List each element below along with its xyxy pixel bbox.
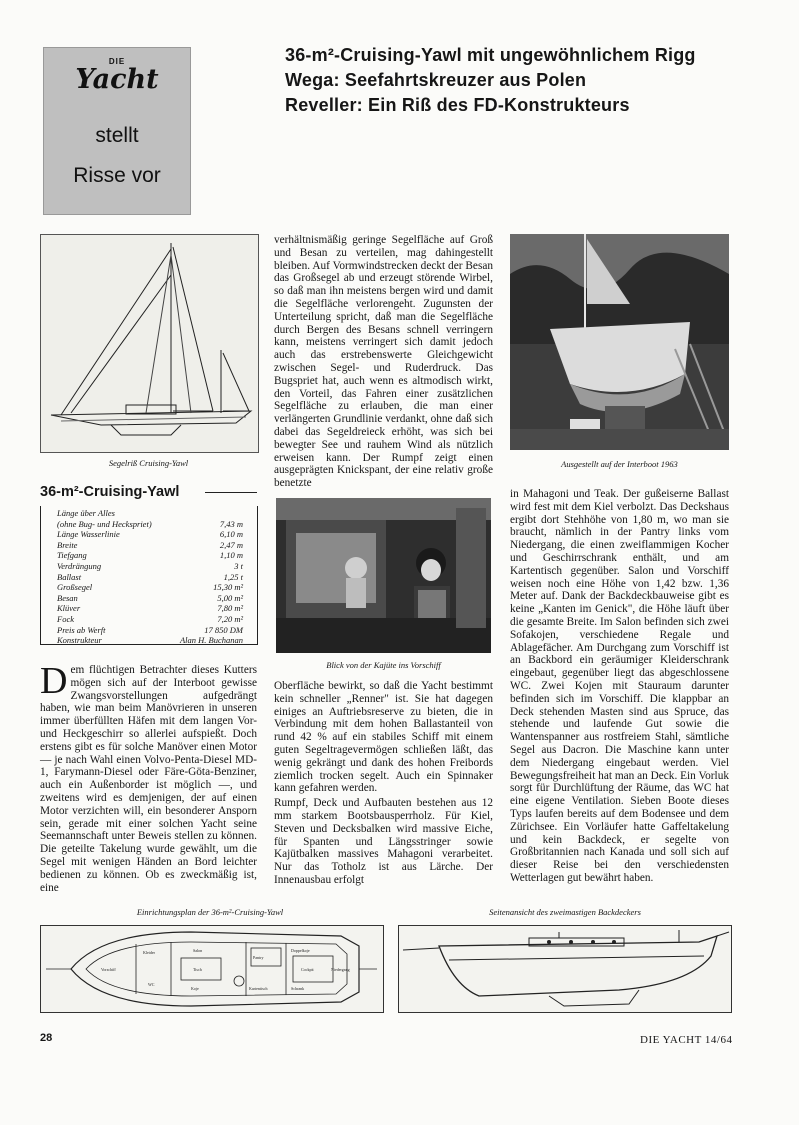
spec-value: 17 850 DM [204,624,243,635]
caption-layout: Einrichtungsplan der 36-m²-Cruising-Yawl [136,907,284,917]
magazine-logo-die: DIE [108,57,126,66]
spec-value: Alan H. Buchanan [179,635,243,646]
page-number: 28 [40,1032,53,1044]
spec-row [57,550,243,561]
spec-label: (ohne Bug- und Heckspriet) [57,518,152,529]
spec-label: Länge Wasserlinie [57,529,120,540]
spec-title: 36-m²-Cruising-Yawl [40,484,180,500]
spec-row [57,593,243,604]
spec-row [57,529,243,540]
column-2-bottom [274,680,493,887]
spec-label: Besan [57,592,78,603]
plan-label: Vorschiff [101,967,116,972]
column-2-top [274,234,493,490]
spec-value: 2,47 m [219,539,243,550]
spec-label: Tiefgang [57,550,87,561]
spec-label: Ballast [57,571,82,582]
spec-value: 15,30 m² [213,582,243,593]
spec-row [57,508,243,519]
exhibited-photo [510,234,729,450]
spec-value: 7,80 m² [217,603,243,614]
spec-value: 1,25 t [223,571,243,582]
spec-label: Fock [57,613,74,624]
col2-top-text: verhältnismäßig geringe Segelfläche auf Groß und Besan zu verteilen, mag dahingestellt bleiben. Auf Vormwindstrecken deckt der Besan das Großsegel ab und erzeugt störende Wirbel, so daß man ihn meistens bergen wird und damit die Segelfläche verlorengeht. Zugunsten der Unterteilung spricht, daß man die Segelfläche durch Bergen des Besans schnell verringern kann, meistens verringert sich damit jedoch auch das erstrebenswerte Gleichgewicht zwischen Segel- und Ruderdruck. Das Bugspriet hat, auch wenn es altmodisch wirkt, den Vorteil, das Fahren einer zusätzlichen Segelfläche zu erlauben, die man einer verlängerten Grundlinie verdankt, ohne daß sich dabei das Segeldreieck erhöht, was sich bei bewegter See und rauhem Wind als nützlich erweisen kann. Der Rumpf zeigt einen ausgeprägten Knickspant, der eine relativ große benetzte [274,234,493,490]
spec-value: 3 t [234,560,243,571]
plan-label: Salon [193,948,203,953]
plan-label: Schrank [291,986,305,991]
spec-value: 1,10 m [219,550,243,561]
spec-row [57,582,243,593]
column-3 [510,488,729,885]
plan-label: Tisch [193,967,202,972]
column-1 [40,660,257,894]
spec-row [57,572,243,583]
spec-value: 7,43 m [219,518,243,529]
sail-plan-drawing [40,234,259,453]
plan-label: Kleider [143,950,155,955]
spec-row [57,603,243,614]
spec-value: 6,10 m [219,529,243,540]
series-label-box [43,47,191,215]
col2-bottom-text-2: Rumpf, Deck und Aufbauten bestehen aus 12 mm starkem Bootsbausperrholz. Für Kiel, Steven und Decksbalken wird massive Eiche, für Spanten und Längsstringer sowie Kajütbalken massives Mahagoni verarbeitet. Nur das Totholz ist aus Lärche. Der Innenausbau erfolgt [274,797,493,886]
spec-label: Verdrängung [57,560,102,571]
headline-3: Reveller: Ein Riß des FD-Konstrukteurs [285,95,630,115]
plan-label: Koje [191,986,199,991]
plan-label: Cockpit [301,967,314,972]
spec-label: Breite [57,539,78,550]
spec-label: Länge über Alles [57,508,115,518]
plan-label: Doppelkoje [291,948,310,953]
plan-label: Niedergang [331,967,350,972]
plan-label: Pantry [253,955,264,960]
plan-label: WC [148,982,155,987]
spec-label: Großsegel [57,582,93,593]
col3-text: in Mahagoni und Teak. Der gußeiserne Ballast wird fest mit dem Kiel verbolzt. Das Deckshaus ergibt dort Stehhöhe von 1,80 m, wo man sie braucht, nämlich in der Pantry links vom Niedergang, die einen zweiflammigen Kocher und Geschirrschrank enthält, und am Kartentisch gegenüber. Salon und Vorschiff weisen noch eine Höhe von 1,42 bzw. 1,36 Meter auf. Dank der Backdeckbauweise gibt es keine „Kanten im Genick", die Höhe läuft über die gesamte Breite. Im Salon befinden sich zwei Sofakojen, verschiedene Regale und Ablagefächer. Am Durchgang zum Vorschiff ist an Backbord ein geräumiger Kleiderschrank eingebaut, gegenüber liegt das abgeschlossene WC. Zwei Kojen mit Stauraum darunter befinden sich im Vorschiff. Die klappbar an Deck stehenden Masten sind aus Spruce, das stehende und laufende Gut sowie die Wantenspanner aus rostfreiem Stahl, sämtliche Segel aus Dacron. Die Maschine kann unter dem Niedergang eingebaut werden. Viel Bewegungsfreiheit hat man an Deck. Ein Vorluk sorgt für Durchlüftung der Räume, das WC hat eine eigene Ventilation. Sieben Boote dieses Typs laufen bereits auf dem Bodensee und dem Zürichsee. Ein Vorläufer hatte Gaffeltakelung und kein Backdeck, er segelte von Großbritannien nach Kanada und soll sich auf dieser Reise bei den verschiedensten Wetterlagen gut bewährt haben. [510,488,729,884]
caption-sail-plan: Segelriß Cruising-Yawl [108,458,189,468]
spec-divider [205,492,257,493]
magazine-logo: Yacht [75,64,159,95]
side-view-drawing [398,925,732,1013]
spec-row [57,540,243,551]
spec-value: 5,00 m² [217,592,243,603]
col2-bottom-text-1: Oberfläche bewirkt, so daß die Yacht bestimmt kein schneller „Renner" ist. Sie hat dagegen einiges an Auftriebsreserve zu bieten, die in Verbindung mit dem hohen Ballastanteil von rund 42 % auf ein stabiles Schiff mit einem guten Segeltragevermögen schließen läßt, das wenig gekrängt und dank des hohen Freibords ziemlich trocken segelt. Auch ein Spinnaker kann gefahren werden. [274,680,493,795]
spec-list [57,508,243,646]
spec-label: Preis ab Werft [57,624,106,635]
spec-row [57,635,243,646]
caption-side-view: Seitenansicht des zweimastigen Backdeckers [489,907,641,917]
spec-value: 7,20 m² [217,613,243,624]
layout-plan-drawing [40,925,384,1013]
spec-row [57,614,243,625]
caption-cabin: Blick von der Kajüte ins Vorschiff [326,660,441,670]
spec-row [57,561,243,572]
plan-label: Kartentisch [249,986,268,991]
series-label-stellt: stellt [95,124,139,147]
magazine-issue: DIE YACHT 14/64 [640,1034,733,1046]
caption-exhibited: Ausgestellt auf der Interboot 1963 [561,459,678,469]
spec-row [57,519,243,530]
spec-label: Konstrukteur [57,635,102,646]
spec-row [57,625,243,636]
drop-cap: D [40,660,68,702]
cabin-photo [276,498,491,653]
headline-2: Wega: Seefahrtskreuzer aus Polen [285,70,587,90]
series-label-risse: Risse vor [73,164,161,187]
spec-label: Klüver [57,603,81,614]
headline-1: 36-m²-Cruising-Yawl mit ungewöhnlichem Rigg [285,45,696,65]
col1-text: em flüchtigen Betrachter dieses Kutters mögen sich auf der Interboot gewisse Zwangsvorstellungen aufgedrängt haben, wie man beim Manövrieren in unseren immer überfüllten Häfen mit dem langen Vor- und Heckgeschirr so allerlei aufspießt. Doch erstens gibt es für solche Manöver einen Motor — je nach Wahl einen Volvo-Penta-Diesel MD-1, Farymann-Diesel oder Färe-Göta-Benziner, auch ein Außenborder ist möglich —, und zweitens wird es demjenigen, der auf einen Motor verzichten will, ein besonderer Ansporn sein, gerade mit einer solchen Yacht seine Seemannschaft unter Beweis stellen zu können. Die geteilte Takelung wurde gewählt, um die Segel mit wenigen Händen an Bord leichter bedienen zu können. Ob es zweckmäßig ist, eine [40,664,257,894]
